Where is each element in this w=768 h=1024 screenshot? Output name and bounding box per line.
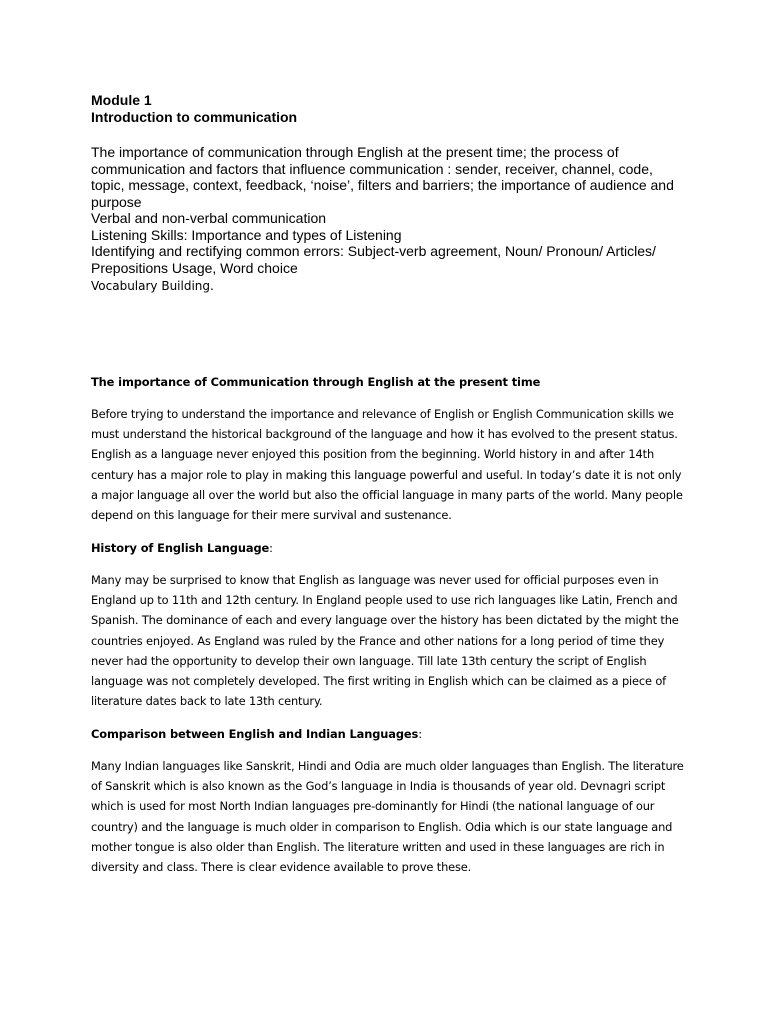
syllabus-last-line: Vocabulary Building. [91, 279, 214, 293]
section-heading-suffix: : [269, 541, 273, 555]
module-subtitle: Introduction to communication [91, 109, 298, 125]
section-heading [91, 372, 691, 392]
section-heading-text: Comparison between English and Indian Languages [91, 727, 419, 741]
section-importance [91, 372, 691, 525]
section-heading [91, 538, 691, 558]
syllabus-line: Listening Skills: Importance and types of Listening [91, 226, 402, 243]
section-history [91, 538, 691, 711]
syllabus-line: The importance of communication through English at the present time; the process of communication and factors that influence communication : sender, receiver, channel, code, topic, message, context, feedback, ‘noise’, filters and barriers; the importance of audience and purpose [91, 144, 674, 210]
section-heading-text: The importance of Communication through English at the present time [91, 375, 541, 389]
section-heading-text: History of English Language [91, 541, 270, 555]
section-heading [91, 724, 691, 744]
section-heading-suffix: : [418, 727, 422, 741]
syllabus-line: Identifying and rectifying common errors: Subject-verb agreement, Noun/ Pronoun/ Articles/ Prepositions Usage, Word choice [91, 243, 656, 276]
syllabus-line: Verbal and non-verbal communication [91, 210, 327, 226]
section-paragraph: Before trying to understand the importance and relevance of English or English Communication skills we must understand the historical background of the language and how it has evolved to the present status. English as a language never enjoyed this position from the beginning. World history in and after 14th century has a major role to play in making this language powerful and useful. In today’s date it is not only a major language all over the world but also the official language in many parts of the world. Many people depend on this language for their mere survival and sustenance. [91, 407, 683, 523]
syllabus-block [91, 144, 683, 294]
module-title: Module 1 [91, 92, 152, 108]
section-paragraph: Many Indian languages like Sanskrit, Hindi and Odia are much older languages than English. The literature of Sanskrit which is also known as the God’s language in India is thousands of year old. Devnagri script which is used for most North Indian languages pre-dominantly for Hindi (the national language of our country) and the language is much older in comparison to English. Odia which is our state language and mother tongue is also older than English. The literature written and used in these languages are rich in diversity and class. There is clear evidence available to prove these. [91, 759, 684, 875]
section-paragraph: Many may be surprised to know that English as language was never used for official purposes even in England up to 11th and 12th century. In England people used to use rich languages like Latin, French and Spanish. The dominance of each and every language over the history has been dictated by the might the countries enjoyed. As England was ruled by the France and other nations for a long period of time they never had the opportunity to develop their own language. Till late 13th century the script of English language was not completely developed. The first writing in English which can be claimed as a piece of literature dates back to late 13th century. [91, 573, 679, 709]
section-comparison [91, 724, 691, 877]
module-header [91, 92, 683, 294]
